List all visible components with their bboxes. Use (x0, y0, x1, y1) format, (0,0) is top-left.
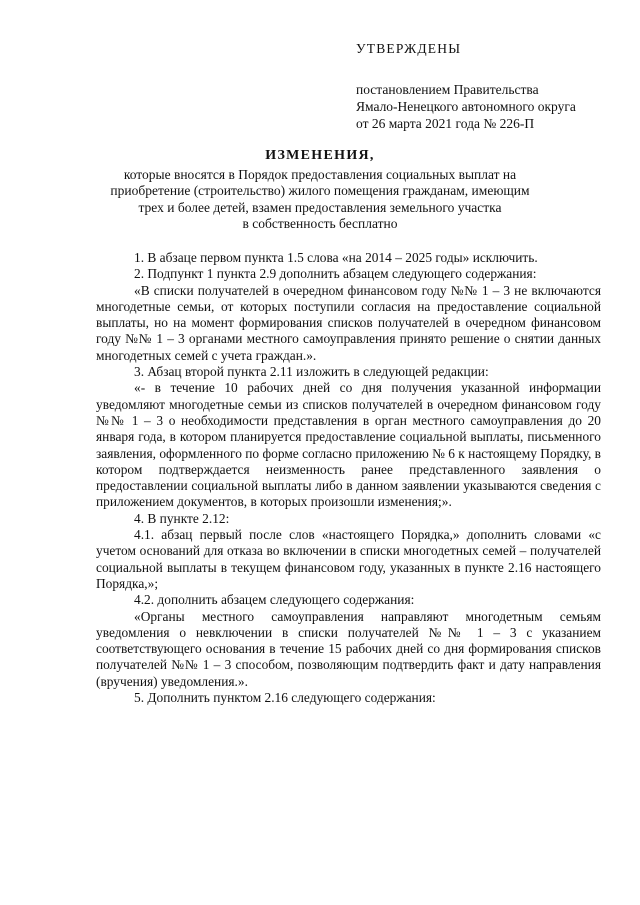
title-subline: которые вносятся в Порядок предоставления социальных выплат на (123, 166, 517, 182)
approval-line: постановлением Правительства (356, 82, 539, 97)
body-paragraph: «- в течение 10 рабочих дней со дня получения указанной информации уведомляют многодетные семьи из списков получателей в очередном финансовом году №№ 1 – 3 о необходимости представления в орган местного самоуправления до 20 января года, в котором планируется предоставление социальной выплаты, письменного заявления, оформленного по форме согласно приложению № 6 к настоящему Порядку, в котором подтверждается неизменность ранее представленного заявления о предоставлении социальной выплаты либо в данном заявлении указываются сведения с приложением документов, в которых произошли изменения;». (96, 380, 601, 510)
body-paragraph: 4.1. абзац первый после слов «настоящего Порядка,» дополнить словами «с учетом оснований для отказа во включении в списки многодетных семей – получателей социальной выплаты в текущем финансовом году, указанных в пункте 2.16 настоящего Порядка,»; (96, 527, 601, 591)
approval-line: Ямало-Ненецкого автономного округа (356, 99, 576, 114)
title-subline: приобретение (строительство) жилого помещения гражданам, имеющим (110, 183, 530, 198)
body-paragraph: 4. В пункте 2.12: (134, 510, 230, 526)
approval-stamp (356, 40, 616, 132)
title-subline: в собственность бесплатно (242, 216, 398, 231)
document-title: ИЗМЕНЕНИЯ, (265, 148, 375, 163)
body-paragraph: «В списки получателей в очередном финансовом году №№ 1 – 3 не включаются многодетные семьи, от которых поступили согласия на предоставление социальной выплаты, но на момент формирования списков получателей в очередном финансовом году №№ 1 – 3 органами местного самоуправления принято решение о снятии данных многодетных семей с учета граждан.». (96, 282, 601, 363)
approval-line: от 26 марта 2021 года № 226-П (356, 116, 535, 131)
body-paragraph: 1. В абзаце первом пункта 1.5 слова «на 2014 – 2025 годы» исключить. (134, 250, 538, 265)
body-paragraph: 4.2. дополнить абзацем следующего содержания: (134, 592, 415, 608)
title-subline: трех и более детей, взамен предоставления земельного участка (138, 199, 502, 215)
body-paragraph: «Органы местного самоуправления направляют многодетным семьям уведомления о невключении в списки получателей №№ 1 – 3 с указанием соответствующего основания в течение 15 рабочих дней со дня формирования списков получателей №№ 1 – 3 способом, позволяющим подтвердить факт и дату направления (вручения) уведомления.». (96, 608, 601, 689)
body-paragraph: 2. Подпункт 1 пункта 2.9 дополнить абзацем следующего содержания: (134, 266, 537, 282)
document-body (96, 250, 601, 706)
body-paragraph: 5. Дополнить пунктом 2.16 следующего содержания: (134, 690, 436, 706)
body-paragraph: 3. Абзац второй пункта 2.11 изложить в следующей редакции: (134, 364, 489, 380)
document-title-block (100, 148, 540, 233)
approval-heading: УТВЕРЖДЕНЫ (356, 41, 462, 56)
